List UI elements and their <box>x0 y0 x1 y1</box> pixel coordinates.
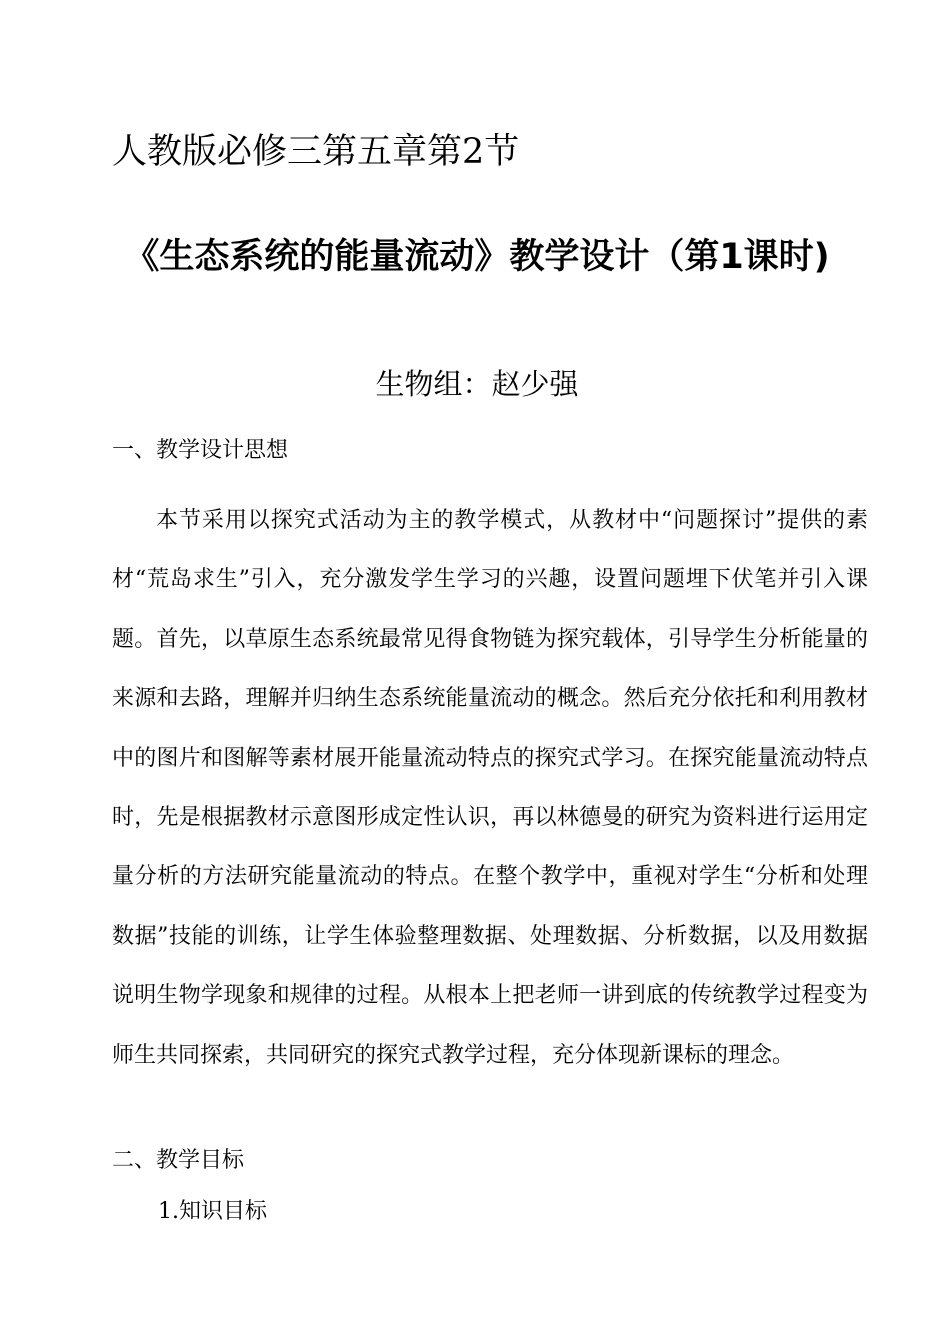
document-title: 《生态系统的能量流动》教学设计（第1课时) <box>124 237 830 277</box>
course-header: 人教版必修三第五章第2节 <box>112 132 520 172</box>
subheading-knowledge-objectives: 1.知识目标 <box>158 1199 267 1224</box>
section-heading-design-idea: 一、教学设计思想 <box>112 438 289 463</box>
author-line: 生物组：赵少强 <box>375 367 579 401</box>
design-idea-paragraph: 本节采用以探究式活动为主的教学模式，从教材中“问题探讨”提供的素材“荒岛求生”引入，充分激发学生学习的兴趣，设置问题埋下伏笔并引入课题。首先，以草原生态系统最常见得食物链为探究载体，引导学生分析能量的来源和去路，理解并归纳生态系统能量流动的概念。然后充分依托和利用教材中的图片和图解等素材展开能量流动特点的探究式学习。在探究能量流动特点时，先是根据教材示意图形成定性认识，再以林德曼的研究为资料进行运用定量分析的方法研究能量流动的特点。在整个教学中，重视对学生“分析和处理数据”技能的训练，让学生体验整理数据、处理数据、分析数据，以及用数据说明生物学现象和规律的过程。从根本上把老师一讲到底的传统教学过程变为师生共同探索，共同研究的探究式教学过程，充分体现新课标的理念。 <box>112 508 868 1068</box>
section-heading-objectives: 二、教学目标 <box>112 1148 245 1173</box>
